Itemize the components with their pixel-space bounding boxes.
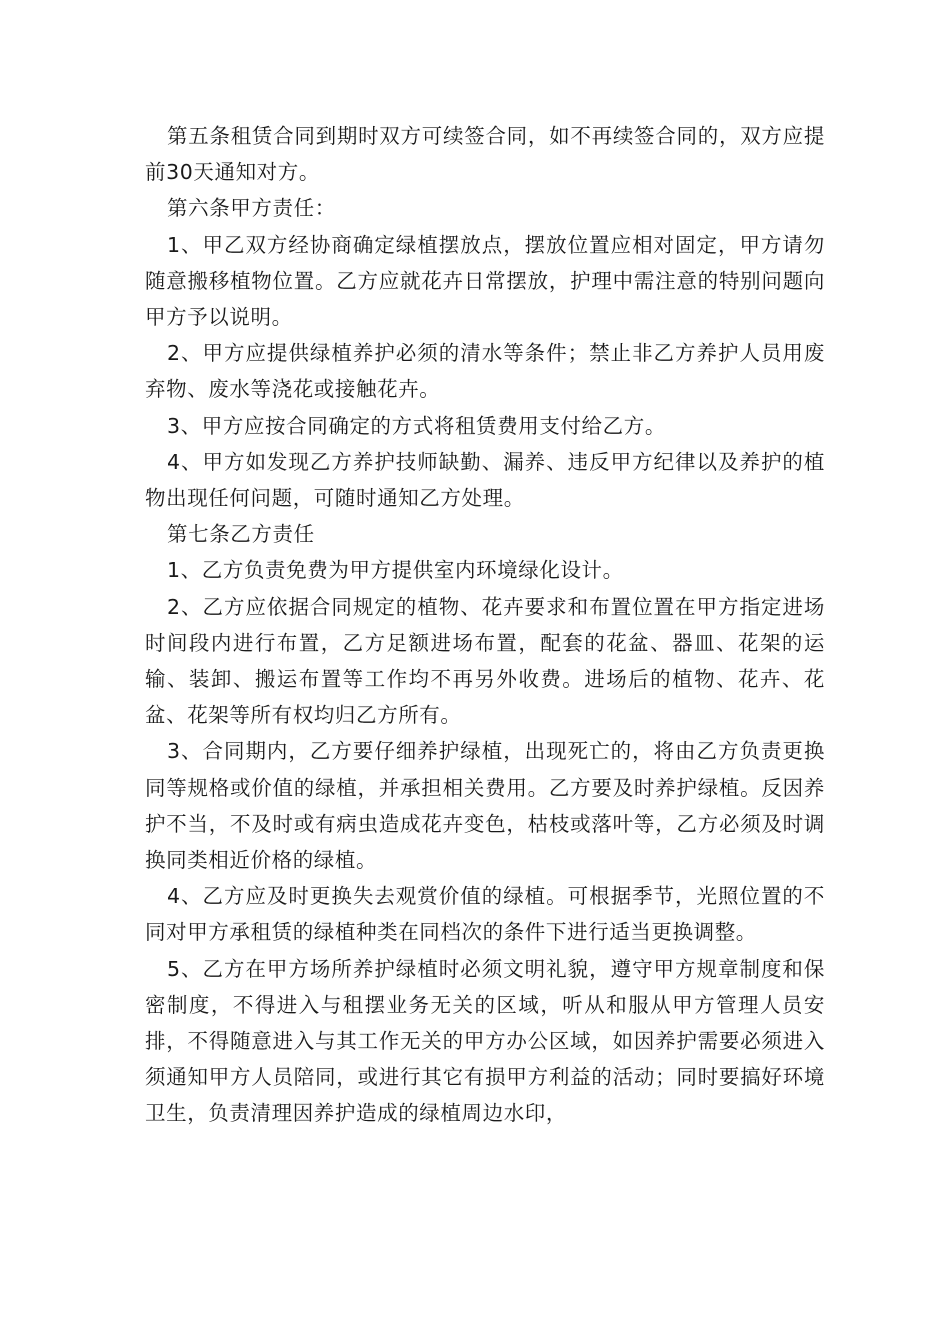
article-7-item-2: 2、乙方应依据合同规定的植物、花卉要求和布置位置在甲方指定进场时间段内进行布置，乙方足额进场布置，配套的花盆、器皿、花架的运输、装卸、搬运布置等工作均不再另外收费。进场后的植物、花卉、花盆、花架等所有权均归乙方所有。 (145, 594, 825, 728)
article-6-heading: 第六条甲方责任： (167, 196, 336, 221)
article-6-item-3: 3、甲方应按合同确定的方式将租赁费用支付给乙方。 (167, 413, 666, 438)
article-7-item-3: 3、合同期内，乙方要仔细养护绿植，出现死亡的，将由乙方负责更换同等规格或价值的绿植，并承担相关费用。乙方要及时养护绿植。反因养护不当，不及时或有病虫造成花卉变色，枯枝或落叶等，乙方必须及时调换同类相近价格的绿植。 (145, 739, 825, 873)
article-6-item-2: 2、甲方应提供绿植养护必须的清水等条件；禁止非乙方养护人员用废弃物、废水等浇花或接触花卉。 (145, 341, 825, 402)
article-6-item-1: 1、甲乙双方经协商确定绿植摆放点，摆放位置应相对固定，甲方请勿随意搬移植物位置。乙方应就花卉日常摆放，护理中需注意的特别问题向甲方予以说明。 (145, 232, 825, 330)
article-6-item-4: 4、甲方如发现乙方养护技师缺勤、漏养、违反甲方纪律以及养护的植物出现任何问题，可随时通知乙方处理。 (145, 449, 825, 511)
article-7-item-1: 1、乙方负责免费为甲方提供室内环境绿化设计。 (167, 558, 624, 583)
article-7-item-4: 4、乙方应及时更换失去观赏价值的绿植。可根据季节，光照位置的不同对甲方承租赁的绿植种类在同档次的条件下进行适当更换调整。 (145, 884, 825, 945)
article-7-heading: 第七条乙方责任 (167, 522, 315, 547)
article-5-paragraph: 第五条租赁合同到期时双方可续签合同，如不再续签合同的，双方应提前30天通知对方。 (145, 124, 825, 185)
article-7-item-5: 5、乙方在甲方场所养护绿植时必须文明礼貌，遵守甲方规章制度和保密制度，不得进入与租摆业务无关的区域，听从和服从甲方管理人员安排，不得随意进入与其工作无关的甲方办公区域，如因养护需要必须进入须通知甲方人员陪同，或进行其它有损甲方利益的活动；同时要搞好环境卫生，负责清理因养护造成的绿植周边水印， (145, 956, 825, 1126)
document-body (145, 118, 825, 1132)
